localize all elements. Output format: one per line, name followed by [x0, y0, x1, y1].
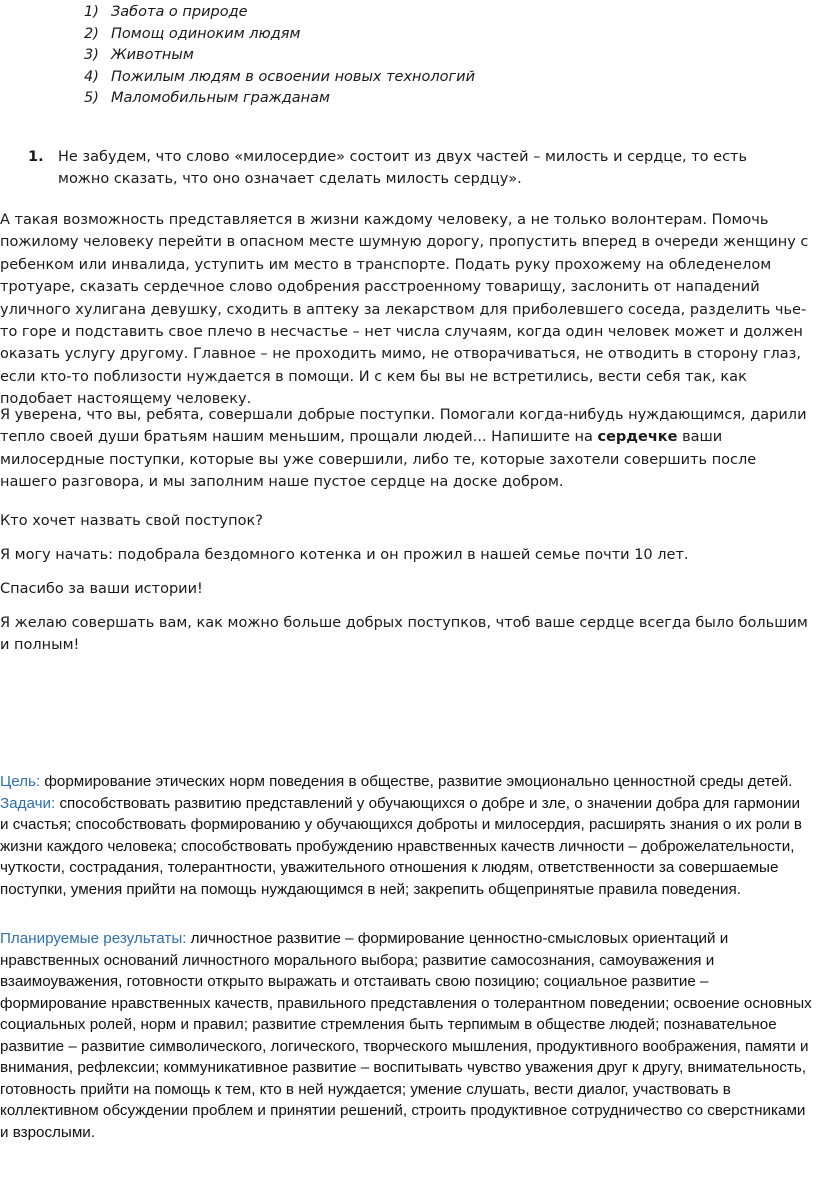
list-item-number: 4)	[84, 68, 99, 85]
list-item-number: 5)	[84, 90, 99, 107]
paragraph-thanks: Спасибо за ваши истории!	[0, 581, 203, 597]
list-item-text: Маломобильным гражданам	[111, 90, 330, 107]
numbered-paragraph	[28, 147, 798, 190]
paragraph-text: Я уверена, что вы, ребята, совершали добрые поступки. Помогали когда-нибудь нуждающимся, дарили тепло своей души братьям нашим меньшим, прощали людей... Напишите на	[0, 407, 807, 446]
list-item-text: Животным	[111, 47, 194, 64]
list-item-number: 2)	[84, 25, 99, 42]
emphasis-heart: сердечке	[597, 429, 678, 446]
list-item-number: 1)	[84, 4, 99, 20]
list-item-text: Помощ одиноким людям	[111, 25, 301, 42]
list-item	[84, 45, 475, 67]
numbered-paragraph-text: Не забудем, что слово «милосердие» состоит из двух частей – милость и сердце, то есть можно сказать, что оно означает сделать милость сердцу».	[58, 149, 748, 187]
paragraph-example: Я могу начать: подобрала бездомного котенка и он прожил в нашей семье почти 10 лет.	[0, 547, 689, 563]
paragraph-question: Кто хочет назвать свой поступок?	[0, 513, 263, 529]
paragraph-opportunities: А такая возможность представляется в жизни каждому человеку, а не только волонтерам. Помочь пожилому человеку перейти в опасном месте шумную дорогу, пропустить вперед в очереди женщину с ребенком или инвалида, уступить им место в транспорте. Подать руку прохожему на обледенелом тротуаре, сказать сердечное слово одобрения расстроенному товарищу, заслонить от нападений уличного хулигана девушку, сходить в аптеку за лекарством для приболевшего соседа, разделить чье-то горе и подставить свое плечо в несчастье – нет числа случаям, когда один человек может и должен оказать услугу другому. Главное – не проходить мимо, не отворачиваться, не отводить в сторону глаз, если кто-то поблизости нуждается в помощи. И с кем бы вы не встретились, вести себя так, как подобает настоящему человеку.	[0, 212, 809, 408]
tasks-label: Задачи:	[0, 794, 56, 812]
tasks-text: способствовать развитию представлений у обучающихся о добре и зле, о значении добра для гармонии и счастья; способствовать формированию у обучающихся доброты и милосердия, расширять знания о их роли в жизни каждого человека; способствовать пробуждению нравственных качеств личности – доброжелательности, чуткости, сострадания, толерантности, уважительного отношения к людям, ответственности за совершаемые поступки, умения прийти на помощь нуждающимся в ней; закрепить общепринятые правила поведения.	[0, 794, 802, 898]
paragraph-text: ваши милосердные поступки, которые вы уже совершили, либо те, которые захотели совершить после нашего разговора, и мы заполним наше пустое сердце на доске добром.	[0, 429, 757, 491]
goals-and-tasks	[0, 771, 812, 900]
results-label: Планируемые результаты:	[0, 930, 187, 947]
planned-results	[0, 928, 812, 1143]
list-item	[84, 67, 475, 89]
paragraph-kind-deeds	[0, 404, 812, 494]
list-item-text: Пожилым людям в освоении новых технологий	[111, 68, 476, 85]
goal-text: формирование этических норм поведения в обществе, развитие эмоционально ценностной среды детей.	[40, 773, 793, 790]
results-text: личностное развитие – формирование ценностно-смысловых ориентаций и нравственных оснований личностного морального выбора; развитие самосознания, самоуважения и взаимоуважения, готовности открыто выражать и отстаивать свою позицию; социальное развитие – формирование нравственных качеств, правильного представления о толерантном поведении; освоение основных социальных ролей, норм и правил; развитие стремления быть терпимым в обществе людей; познавательное развитие – развитие символического, логического, творческого мышления, продуктивного воображения, памяти и внимания, рефлексии; коммуникативное развитие – воспитывать чувство уважения друг к другу, внимательность, готовность прийти на помощь к тем, кто в ней нуждается; умение слушать, вести диалог, участвовать в коллективном обсуждении проблем и принятии решений, строить продуктивное сотрудничество со сверстниками и взрослыми.	[0, 930, 812, 1141]
paragraph-wish: Я желаю совершать вам, как можно больше добрых поступков, чтоб ваше сердце всегда было большим и полным!	[0, 615, 808, 654]
list-item	[84, 88, 475, 110]
list-item-text: Забота о природе	[111, 4, 248, 20]
list-item	[84, 2, 475, 24]
numbered-paragraph-number: 1.	[28, 149, 44, 165]
list-item	[84, 24, 475, 46]
list-item-number: 3)	[84, 47, 99, 64]
help-directions-list	[84, 2, 475, 110]
goal-label: Цель:	[0, 773, 41, 790]
